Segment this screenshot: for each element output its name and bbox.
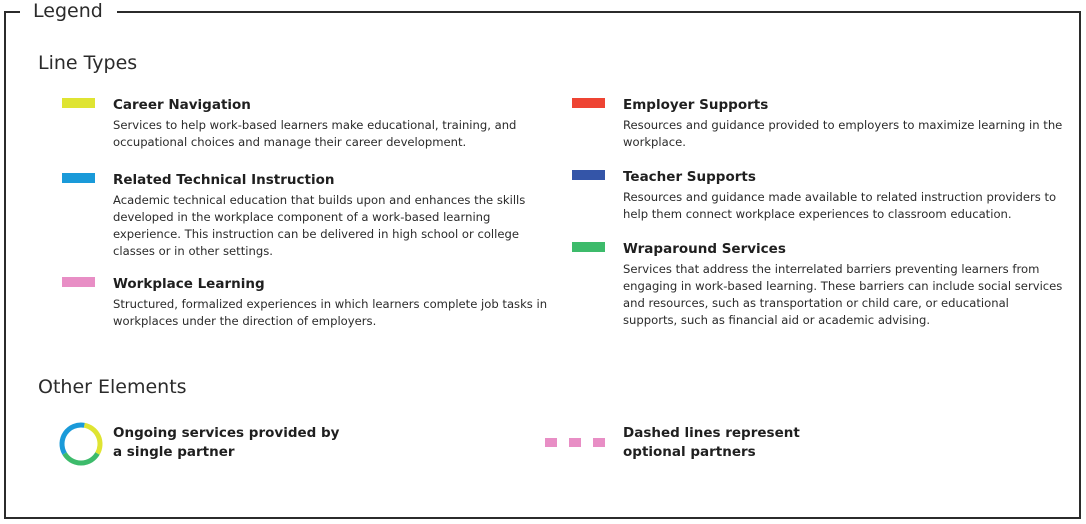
related-technical-instruction-description: Academic technical education that builds upon and enhances the skills developed in the workplace component of a work-based learning experience. This instruction can be delivered in high school or college classes or in other settings. [113,193,526,258]
dash-segment [569,438,581,447]
other-elements-heading: Other Elements [38,376,187,398]
dash-segment [545,438,557,447]
teacher-supports-description: Resources and guidance made available to related instruction providers to help them connect workplace experiences to classroom education. [623,190,1057,221]
career-navigation-description: Services to help work-based learners make educational, training, and occupational choices and manage their career development. [113,118,517,149]
career-navigation-swatch [62,98,95,108]
related-technical-instruction-title: Related Technical Instruction [113,172,335,188]
dash-segment [593,438,605,447]
wraparound-services-description: Services that address the interrelated barriers preventing learners from engaging in work-based learning. These barriers can include social services and resources, such as transportation or child care, or educational supports, such as financial aid or academic advising. [623,262,1063,327]
wraparound-services-swatch [572,242,605,252]
legend-title: Legend [33,0,103,22]
teacher-supports-swatch [572,170,605,180]
employer-supports-swatch [572,98,605,108]
line-types-heading: Line Types [38,52,138,74]
workplace-learning-title: Workplace Learning [113,276,265,292]
ring-segment-green [65,454,98,464]
wraparound-services-title: Wraparound Services [623,241,786,257]
ring-segment-blue [62,425,84,454]
ring-segment-yellow [84,425,100,453]
workplace-learning-description: Structured, formalized experiences in which learners complete job tasks in workplaces under the direction of employers. [113,297,548,328]
related-technical-instruction-swatch [62,173,95,183]
ongoing-services-item [57,420,357,468]
workplace-learning-swatch [62,277,95,287]
career-navigation-title: Career Navigation [113,97,251,113]
teacher-supports-title: Teacher Supports [623,169,756,185]
ongoing-services-label: Ongoing services provided by a single partner [113,425,340,460]
employer-supports-description: Resources and guidance provided to employers to maximize learning in the workplace. [623,118,1063,149]
optional-partners-label: Dashed lines represent optional partners [623,425,800,460]
optional-partners-item [545,420,845,468]
dashed-line-icon [545,438,607,448]
ring-icon [57,420,105,468]
employer-supports-title: Employer Supports [623,97,769,113]
